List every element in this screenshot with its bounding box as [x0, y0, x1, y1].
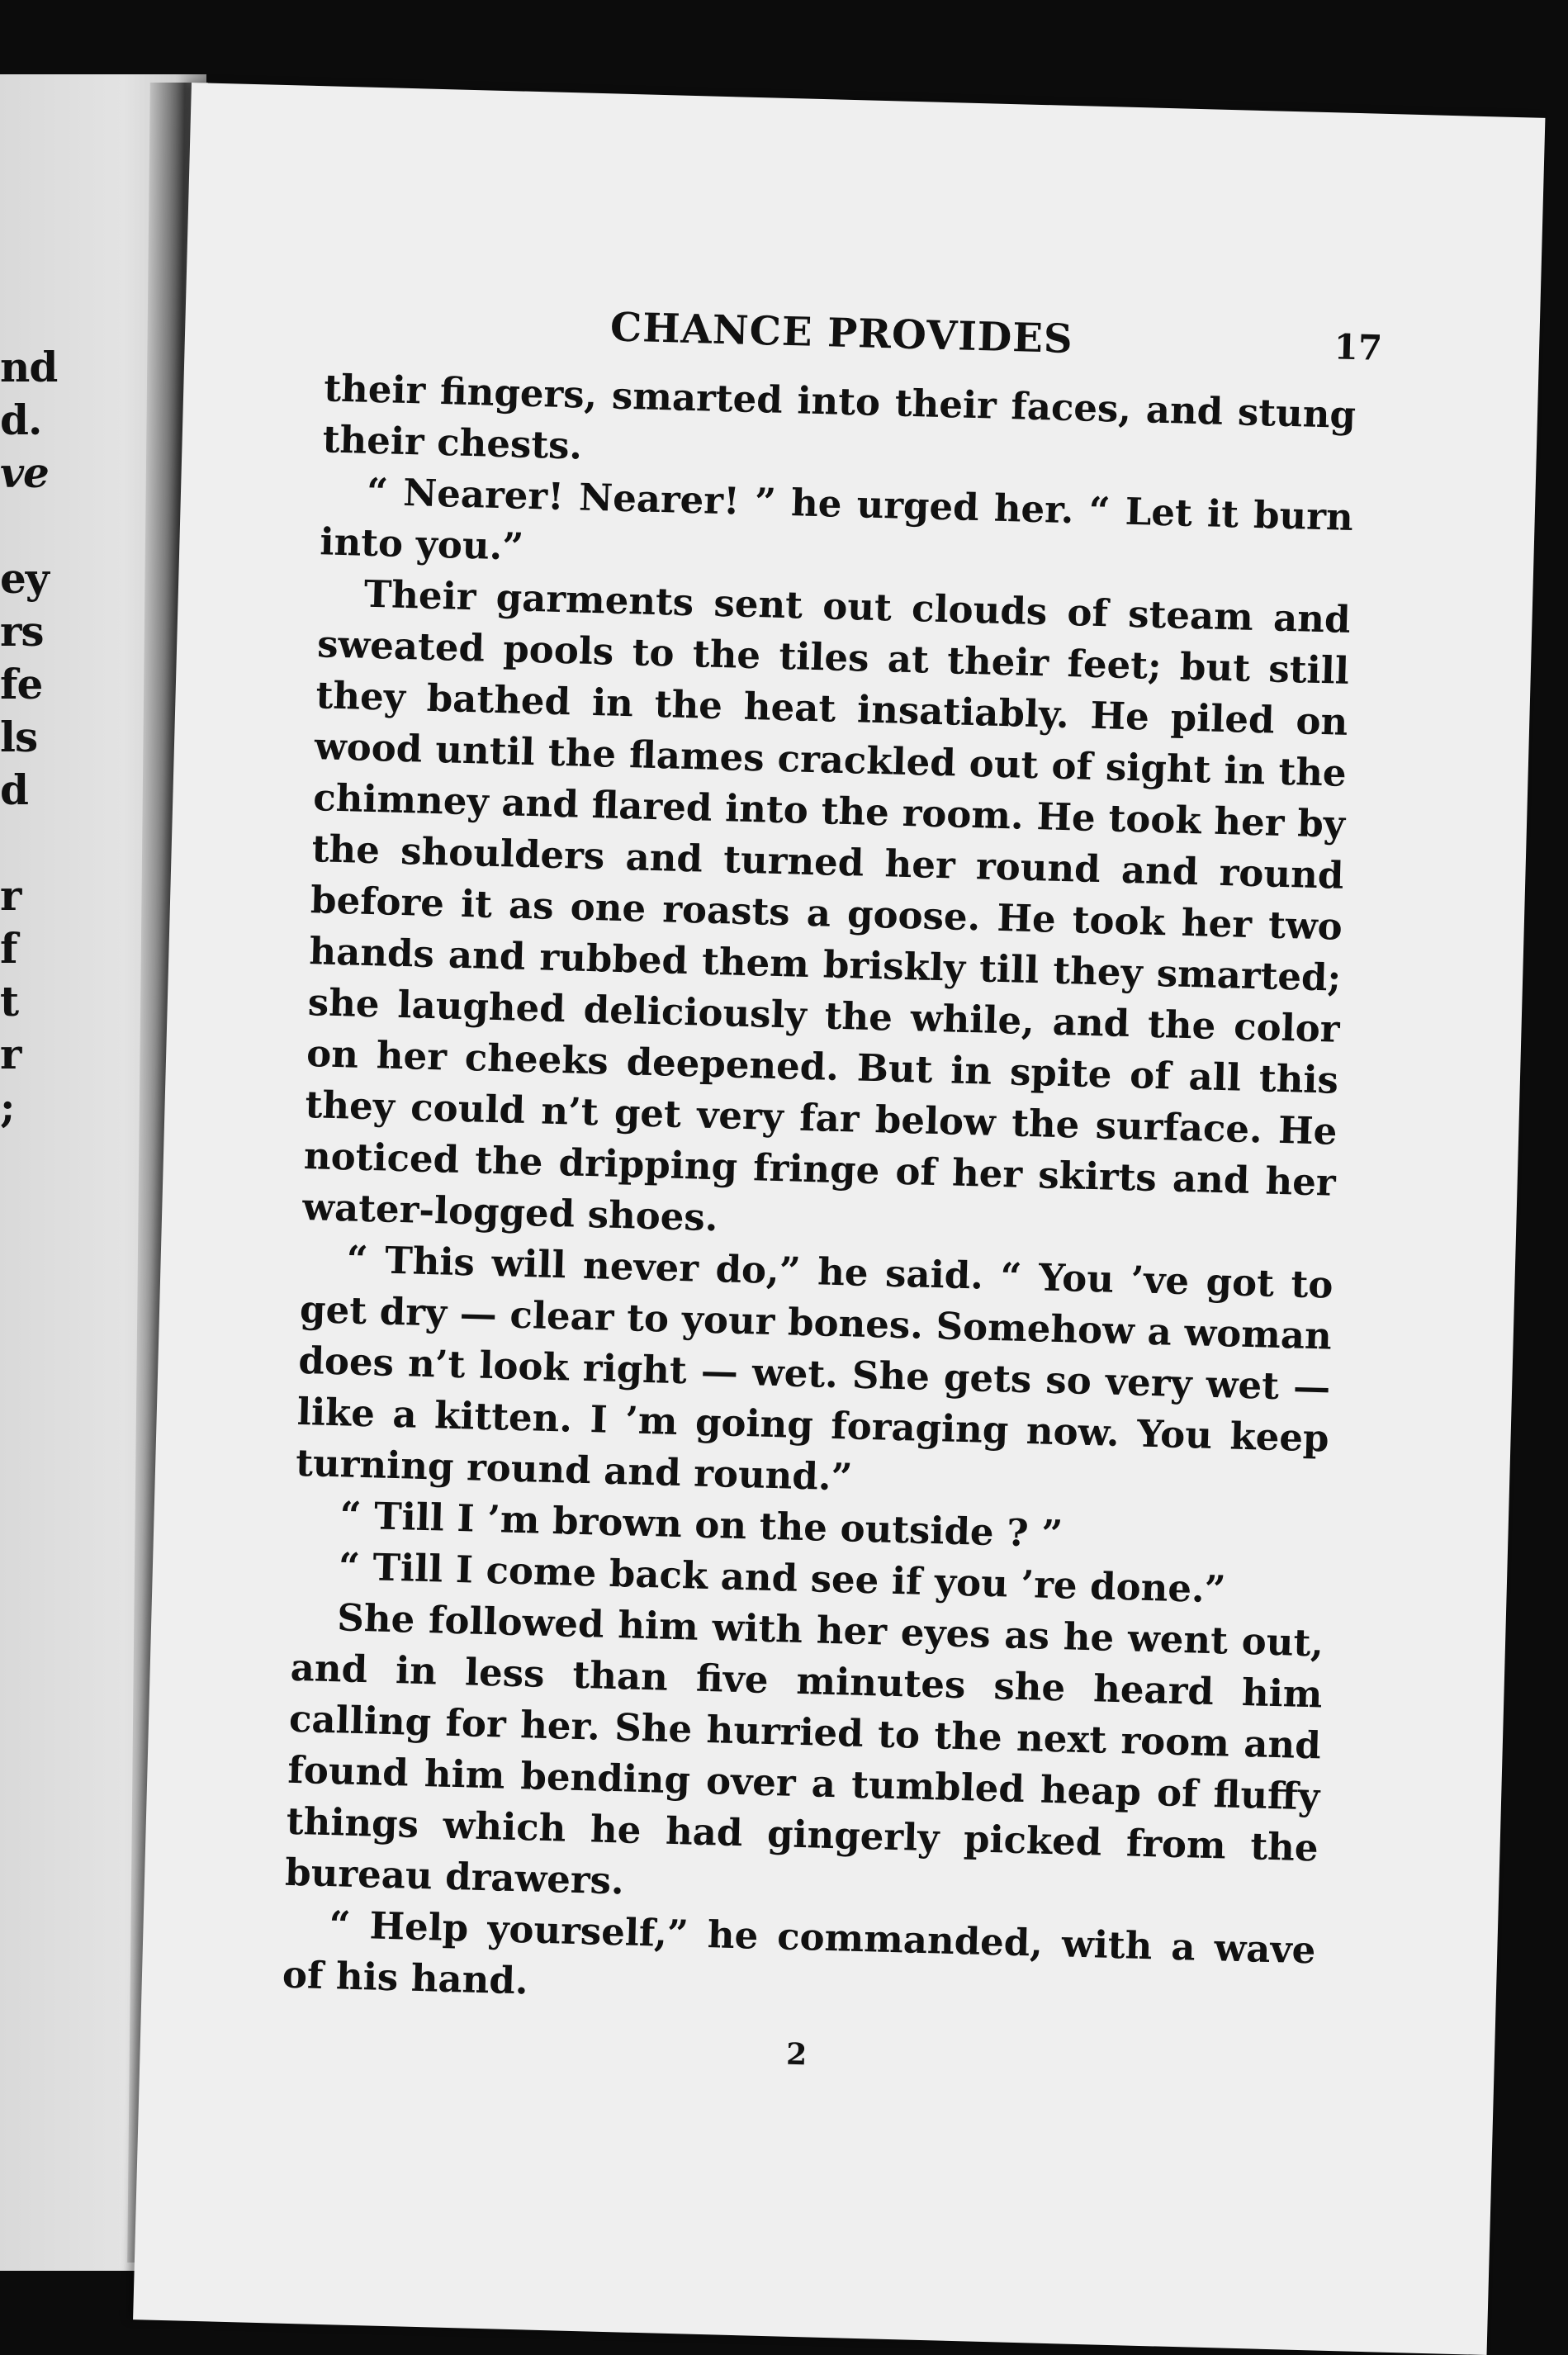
left-page-fragment: t — [0, 977, 19, 1026]
left-page-fragment: ey — [0, 554, 49, 603]
paragraph: “ Nearer! Nearer! ” he urged her. “ Let it burn into you.” — [319, 469, 1354, 569]
running-title: CHANCE PROVIDES — [609, 304, 1074, 363]
left-page-fragment: r — [0, 1030, 21, 1078]
page-content — [280, 296, 1383, 2085]
paragraph: their fingers, smarted into their faces, and stung their chests. — [322, 366, 1357, 468]
left-page-fragment: ; — [0, 1083, 15, 1131]
paragraph: “ Help yourself,” he commanded, with a wave of his hand. — [282, 1902, 1316, 2003]
left-page-fragment: ls — [0, 713, 38, 761]
left-page-fragment: r — [0, 871, 21, 920]
paragraph: “ Till I ’m brown on the outside ? ” — [339, 1493, 1063, 1557]
paragraph: “ Till I come back and see if you ’re done.” — [338, 1544, 1227, 1612]
signature-mark: 2 — [785, 2036, 808, 2073]
body-text — [282, 362, 1357, 2027]
paragraph: Their garments sent out clouds of steam and sweated pools to the tiles at their feet; but still they bathed in the heat insatiably. He piled on wood until the flames crackled out of sight in the chimney and flared into the room. He took her by the shoulders and turned her round and round before it as one roasts a goose. He took her two hands and rubbed them briskly till they smarted; she laughed deliciously the while, and the color on her cheeks deepened. But in spite of all this they could n’t get very far below the surface. He noticed the dripping fringe of her skirts and her water-logged shoes. — [301, 571, 1352, 1240]
left-page-fragment: fe — [0, 660, 43, 708]
left-page-fragment: rs — [0, 607, 44, 656]
left-page-fragment: f — [0, 924, 17, 973]
book-page — [133, 83, 1545, 2355]
paragraph: She followed him with her eyes as he went out, and in less than five minutes she heard him calling for her. She hurried to the next room and found him bending over a tumbled heap of fluffy things which he had gingerly picked from the bureau drawers. — [284, 1595, 1324, 1903]
left-page-fragment: ve — [0, 448, 49, 497]
page-number: 17 — [1334, 326, 1383, 368]
left-page-fragment: nd — [0, 343, 58, 391]
paragraph: “ This will never do,” he said. “ You ’ve got to get dry — clear to your bones. Somehow a woman does n’t look right — wet. She gets so very wet — like a kitten. I ’m going foraging now. You keep turning round and round.” — [295, 1237, 1334, 1500]
left-page-fragment: d. — [0, 396, 42, 444]
left-page-fragment: d — [0, 765, 28, 814]
